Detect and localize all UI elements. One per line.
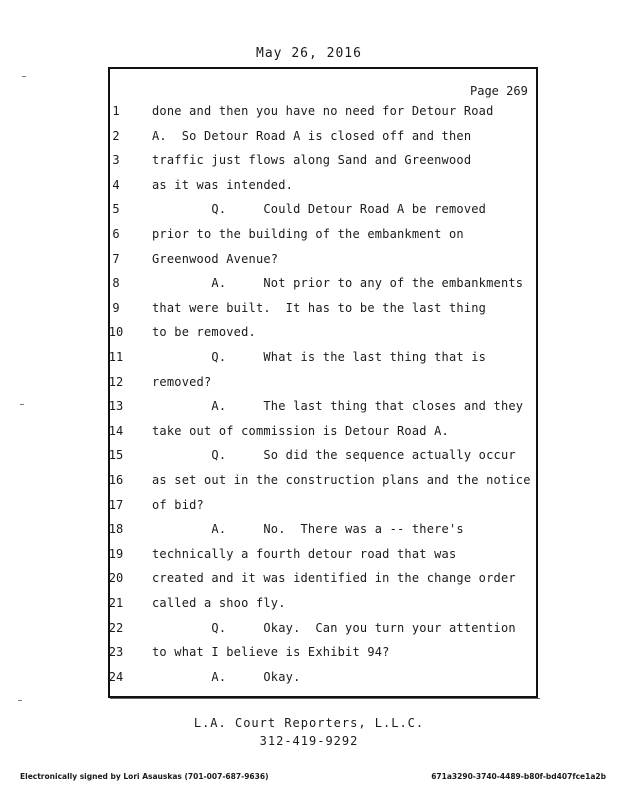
footer-phone: 312-419-9292 — [259, 734, 359, 748]
document-hash: 671a3290-3740-4489-b80f-bd407fce1a2b — [431, 772, 606, 781]
transcript-line — [0, 153, 618, 173]
line-text: as it was intended. — [152, 177, 294, 192]
line-text: take out of commission is Detour Road A. — [152, 423, 449, 438]
line-text: A. The last thing that closes and they — [152, 399, 524, 414]
transcript-line — [0, 448, 618, 468]
transcript-line — [0, 596, 618, 616]
line-number: 4 — [112, 177, 120, 192]
line-text: as set out in the construction plans and the notice — [152, 473, 531, 487]
transcript-line — [0, 670, 618, 690]
line-number: 6 — [112, 227, 120, 241]
line-text: Greenwood Avenue? — [152, 251, 279, 266]
line-text: A. No. There was a -- there's — [152, 522, 464, 537]
transcript-line — [0, 129, 618, 149]
line-number: 9 — [112, 300, 120, 315]
line-number: 5 — [112, 202, 120, 217]
header-date: May 26, 2016 — [256, 46, 362, 61]
line-number: 23 — [108, 645, 124, 660]
line-text: called a shoo fly. — [152, 596, 286, 610]
line-text: A. Okay. — [152, 669, 301, 684]
line-text: traffic just flows along Sand and Greenwood — [152, 153, 472, 168]
line-number: 17 — [108, 497, 124, 512]
transcript-line — [0, 325, 618, 345]
line-number: 21 — [108, 596, 124, 610]
line-number: 1 — [112, 104, 120, 118]
line-text: done and then you have no need for Detour Road — [152, 104, 494, 118]
line-number: 3 — [112, 153, 120, 168]
line-number: 14 — [108, 423, 124, 438]
transcript-line — [0, 227, 618, 247]
line-text: prior to the building of the embankment on — [152, 227, 464, 241]
line-number: 12 — [108, 374, 124, 389]
line-text: created and it was identified in the change order — [152, 571, 516, 586]
line-text: of bid? — [152, 497, 204, 512]
signature-text: Electronically signed by Lori Asauskas (701-007-687-9636) — [20, 772, 269, 781]
transcript-line — [0, 301, 618, 321]
transcript-line — [0, 522, 618, 542]
transcript-line — [0, 399, 618, 419]
transcript-line — [0, 104, 618, 124]
line-number: 11 — [108, 350, 124, 364]
line-number: 18 — [108, 522, 124, 537]
line-text: that were built. It has to be the last thing — [152, 300, 487, 315]
scan-mark — [18, 700, 22, 701]
transcript-line — [0, 202, 618, 222]
footer-firm: L.A. Court Reporters, L.L.C. — [193, 716, 425, 730]
transcript-line — [0, 276, 618, 296]
line-number: 16 — [108, 473, 124, 487]
transcript-line — [0, 473, 618, 493]
line-text: Q. What is the last thing that is — [152, 350, 487, 364]
transcript-line — [0, 350, 618, 370]
transcript-line — [0, 424, 618, 444]
page-number: Page 269 — [470, 84, 528, 98]
line-number: 13 — [108, 399, 124, 414]
line-number: 22 — [108, 620, 124, 635]
line-text: to what I believe is Exhibit 94? — [152, 645, 390, 660]
line-number: 2 — [112, 128, 120, 143]
line-text: removed? — [152, 374, 212, 389]
transcript-line — [0, 571, 618, 591]
line-number: 20 — [108, 571, 124, 586]
line-number: 8 — [112, 276, 120, 291]
frame-underline — [110, 698, 540, 702]
scan-mark — [20, 404, 24, 405]
transcript-line — [0, 498, 618, 518]
transcript-line — [0, 252, 618, 272]
transcript-line — [0, 178, 618, 198]
line-number: 7 — [112, 251, 120, 266]
transcript-line — [0, 547, 618, 567]
line-text: to be removed. — [152, 325, 256, 340]
line-text: technically a fourth detour road that was — [152, 546, 457, 561]
transcript-line — [0, 375, 618, 395]
line-number: 19 — [108, 546, 124, 561]
line-number: 10 — [108, 325, 124, 340]
scan-mark — [22, 76, 26, 77]
transcript-line — [0, 621, 618, 641]
line-text: Q. So did the sequence actually occur — [152, 448, 516, 463]
line-number: 15 — [108, 448, 124, 463]
line-text: A. So Detour Road A is closed off and then — [152, 128, 472, 143]
line-text: Q. Could Detour Road A be removed — [152, 202, 487, 217]
line-number: 24 — [108, 669, 124, 684]
line-text: Q. Okay. Can you turn your attention — [152, 620, 516, 635]
line-text: A. Not prior to any of the embankments — [152, 276, 524, 291]
transcript-line — [0, 645, 618, 665]
